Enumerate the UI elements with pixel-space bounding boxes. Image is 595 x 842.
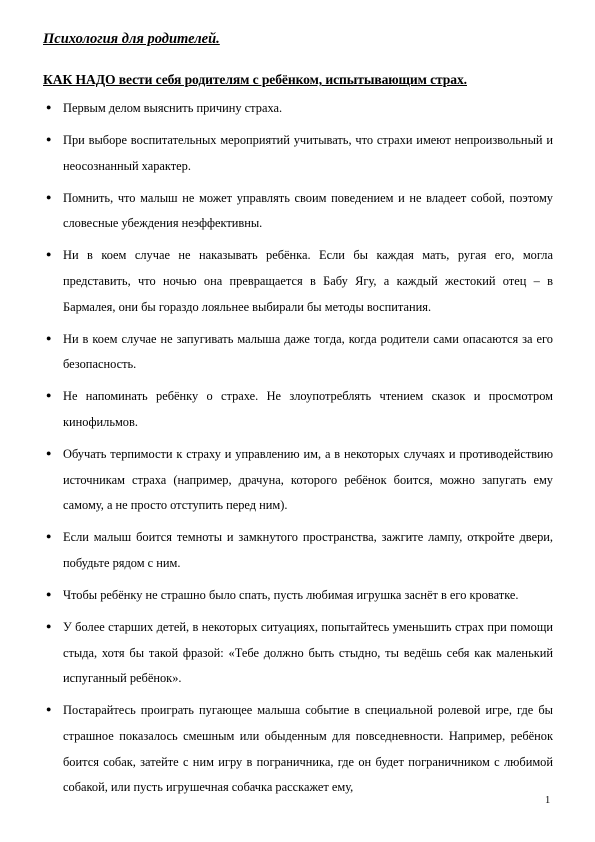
bullet-icon: ● (46, 191, 52, 202)
advice-list (43, 96, 553, 807)
list-item (43, 384, 553, 435)
list-item (43, 615, 553, 692)
bullet-icon: ● (46, 531, 52, 542)
list-item-text: Первым делом выяснить причину страха. (63, 101, 283, 115)
list-item-text: Не напоминать ребёнку о страхе. Не злоупотреблять чтением сказок и просмотром кинофильмов. (63, 389, 553, 430)
bullet-icon: ● (46, 134, 52, 145)
list-item (43, 525, 553, 576)
list-item-text: При выборе воспитательных мероприятий учитывать, что страхи имеют непроизвольный и неосознанный характер. (63, 133, 553, 173)
list-item-text: Постарайтесь проиграть пугающее малыша событие в специальной ролевой игре, где бы страшное показалось смешным или обыденным для повседневности. Например, ребёнок боится собак, затейте с ним игру в пограничника, где он будет пограничником с любимой собакой, или пусть игрушечная собачка расскажет ему, (63, 703, 553, 795)
list-item (43, 698, 553, 800)
list-item (43, 186, 553, 237)
section-heading: КАК НАДО вести себя родителям с ребёнком, испытывающим страх. (43, 72, 467, 87)
bullet-icon: ● (46, 332, 52, 343)
list-item (43, 243, 553, 320)
list-item-text: Помнить, что малыш не может управлять своим поведением и не владеет собой, поэтому словесные убеждения неэффективны. (63, 190, 553, 231)
list-item-text: Обучать терпимости к страху и управлению им, а в некоторых случаях и противодействию источникам страха (например, драчуна, которого ребёнок боится, можно запугать ему самому, а не просто отступить перед ним). (63, 447, 553, 513)
page-title: Психология для родителей. (43, 31, 220, 47)
list-item (43, 96, 553, 122)
list-item-text: Чтобы ребёнку не страшно было спать, пусть любимая игрушка заснёт в его кроватке. (63, 588, 519, 603)
list-item-text: Ни в коем случае не наказывать ребёнка. Если бы каждая мать, ругая его, могла представить, что ночью она превращается в Бабу Ягу, а каждый жестокий отец – в Бармалея, они бы гораздо лояльнее выбирали бы методы воспитания. (63, 248, 553, 314)
list-item (43, 442, 553, 519)
bullet-icon: ● (46, 102, 52, 112)
list-item (43, 583, 553, 609)
list-item-text: Ни в коем случае не запугивать малыша даже тогда, когда родители сами опасаются за его безопасность. (63, 331, 553, 372)
bullet-icon: ● (46, 249, 52, 260)
list-item-text: У более старших детей, в некоторых ситуациях, попытайтесь уменьшить страх при помощи стыда, хотя бы такой фразой: «Тебе должно быть стыдно, ты ведёшь себя как маленький испуганный ребёнок». (63, 620, 553, 686)
page-number: 1 (545, 795, 551, 806)
bullet-icon: ● (46, 589, 52, 600)
list-item-text: Если малыш боится темноты и замкнутого пространства, зажгите лампу, откройте двери, побудьте рядом с ним. (63, 530, 553, 570)
bullet-icon: ● (46, 390, 52, 401)
bullet-icon: ● (46, 621, 52, 632)
bullet-icon: ● (46, 448, 52, 459)
list-item (43, 327, 553, 378)
bullet-icon: ● (46, 704, 52, 715)
list-item (43, 128, 553, 179)
